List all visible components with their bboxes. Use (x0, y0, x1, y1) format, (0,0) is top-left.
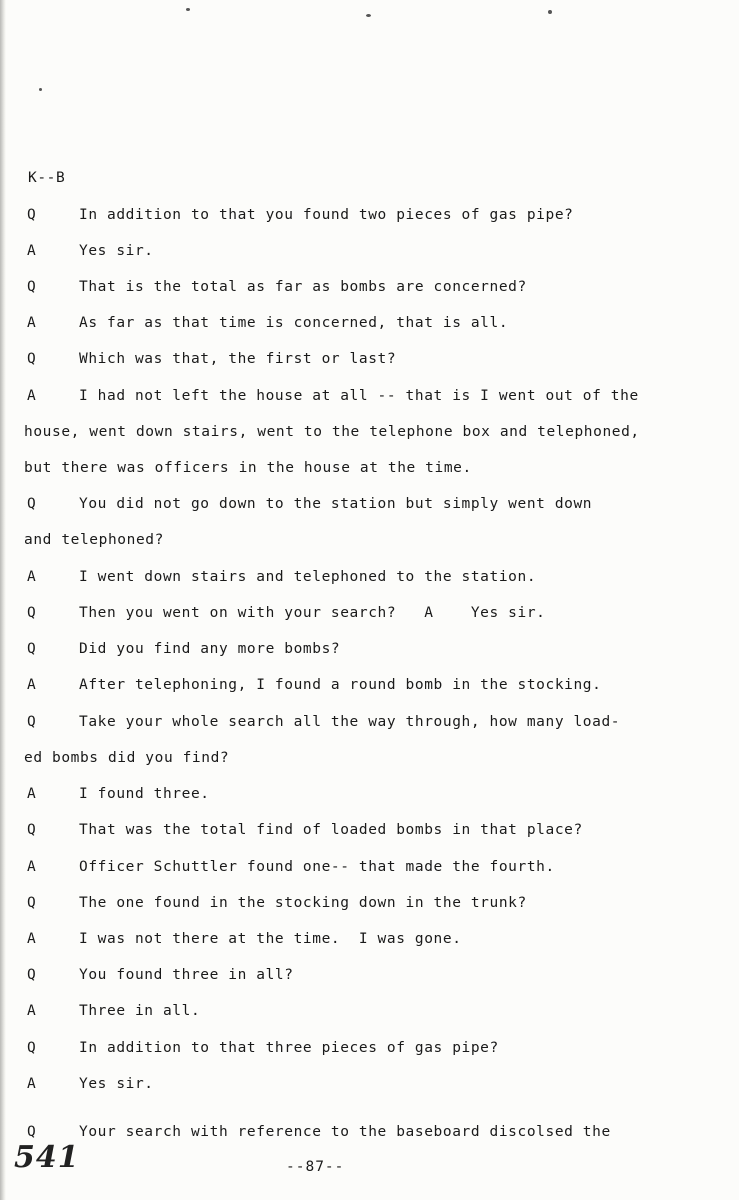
line-text: Then you went on with your search? A Yes sir. (79, 605, 546, 621)
speaker-label: Q (27, 207, 37, 223)
line-text: As far as that time is concerned, that is all. (79, 315, 509, 331)
line-text: That was the total find of loaded bombs in that place? (79, 822, 583, 838)
line-text: I went down stairs and telephoned to the station. (79, 569, 537, 585)
line-text: Three in all. (79, 1003, 201, 1019)
speaker-label: A (27, 1076, 37, 1092)
line-text-continuation: house, went down stairs, went to the telephone box and telephoned, (24, 424, 640, 440)
speaker-label: A (27, 677, 37, 693)
line-text: I was not there at the time. I was gone. (79, 931, 462, 947)
speaker-label: Q (27, 279, 37, 295)
transcript-line (0, 528, 739, 552)
speaker-label: Q (27, 496, 37, 512)
transcript-line (0, 746, 739, 770)
transcript-line (0, 384, 739, 408)
speaker-label: A (27, 931, 37, 947)
transcript-line (0, 565, 739, 589)
transcript-line (0, 203, 739, 227)
line-text-continuation: ed bombs did you find? (24, 750, 230, 766)
speaker-label: A (27, 243, 37, 259)
speaker-label: Q (27, 641, 37, 657)
speaker-label: A (27, 388, 37, 404)
line-text: I found three. (79, 786, 210, 802)
scan-speck (548, 10, 552, 14)
speaker-label: A (27, 859, 37, 875)
line-text: Which was that, the first or last? (79, 351, 397, 367)
transcript-line (0, 999, 739, 1023)
line-text: The one found in the stocking down in the trunk? (79, 895, 527, 911)
speaker-label: Q (27, 895, 37, 911)
transcript-line (0, 1072, 739, 1096)
speaker-label: A (27, 786, 37, 802)
transcript-line (0, 492, 739, 516)
line-text: You did not go down to the station but simply went down (79, 496, 593, 512)
transcript-line (0, 601, 739, 625)
section-heading: K--B (28, 170, 66, 186)
transcript-line (0, 927, 739, 951)
transcript-line (0, 420, 739, 444)
handwritten-exhibit-number: 541 (14, 1140, 80, 1175)
transcript-line (0, 673, 739, 697)
transcript-line (0, 347, 739, 371)
speaker-label: A (27, 1003, 37, 1019)
transcript-line (0, 275, 739, 299)
transcript-line (0, 818, 739, 842)
speaker-label: Q (27, 822, 37, 838)
line-text-continuation: and telephoned? (24, 532, 164, 548)
line-text: I had not left the house at all -- that is I went out of the (79, 388, 639, 404)
scan-speck (366, 14, 371, 17)
transcript-line (0, 239, 739, 263)
transcript-line (0, 855, 739, 879)
speaker-label: A (27, 315, 37, 331)
speaker-label: Q (27, 351, 37, 367)
transcript-line (0, 637, 739, 661)
transcript-line (0, 311, 739, 335)
line-text: Yes sir. (79, 243, 154, 259)
transcript-line (0, 1120, 739, 1144)
speaker-label: Q (27, 714, 37, 730)
speaker-label: Q (27, 1124, 37, 1140)
scan-speck (186, 8, 190, 11)
speaker-label: Q (27, 967, 37, 983)
scan-speck (39, 88, 42, 91)
transcript-line (0, 891, 739, 915)
transcript-line (0, 782, 739, 806)
speaker-label: A (27, 569, 37, 585)
line-text: Did you find any more bombs? (79, 641, 341, 657)
line-text: After telephoning, I found a round bomb in the stocking. (79, 677, 602, 693)
transcript-line (0, 456, 739, 480)
line-text: Officer Schuttler found one-- that made the fourth. (79, 859, 555, 875)
line-text: Yes sir. (79, 1076, 154, 1092)
page-number: --87-- (286, 1159, 345, 1175)
line-text: That is the total as far as bombs are concerned? (79, 279, 527, 295)
transcript-line (0, 710, 739, 734)
line-text-continuation: but there was officers in the house at the time. (24, 460, 472, 476)
line-text: Your search with reference to the baseboard discolsed the (79, 1124, 611, 1140)
speaker-label: Q (27, 605, 37, 621)
speaker-label: Q (27, 1040, 37, 1056)
line-text: In addition to that three pieces of gas pipe? (79, 1040, 499, 1056)
transcript-line (0, 1036, 739, 1060)
line-text: In addition to that you found two pieces of gas pipe? (79, 207, 574, 223)
transcript-line (0, 963, 739, 987)
line-text: You found three in all? (79, 967, 294, 983)
line-text: Take your whole search all the way through, how many load- (79, 714, 621, 730)
